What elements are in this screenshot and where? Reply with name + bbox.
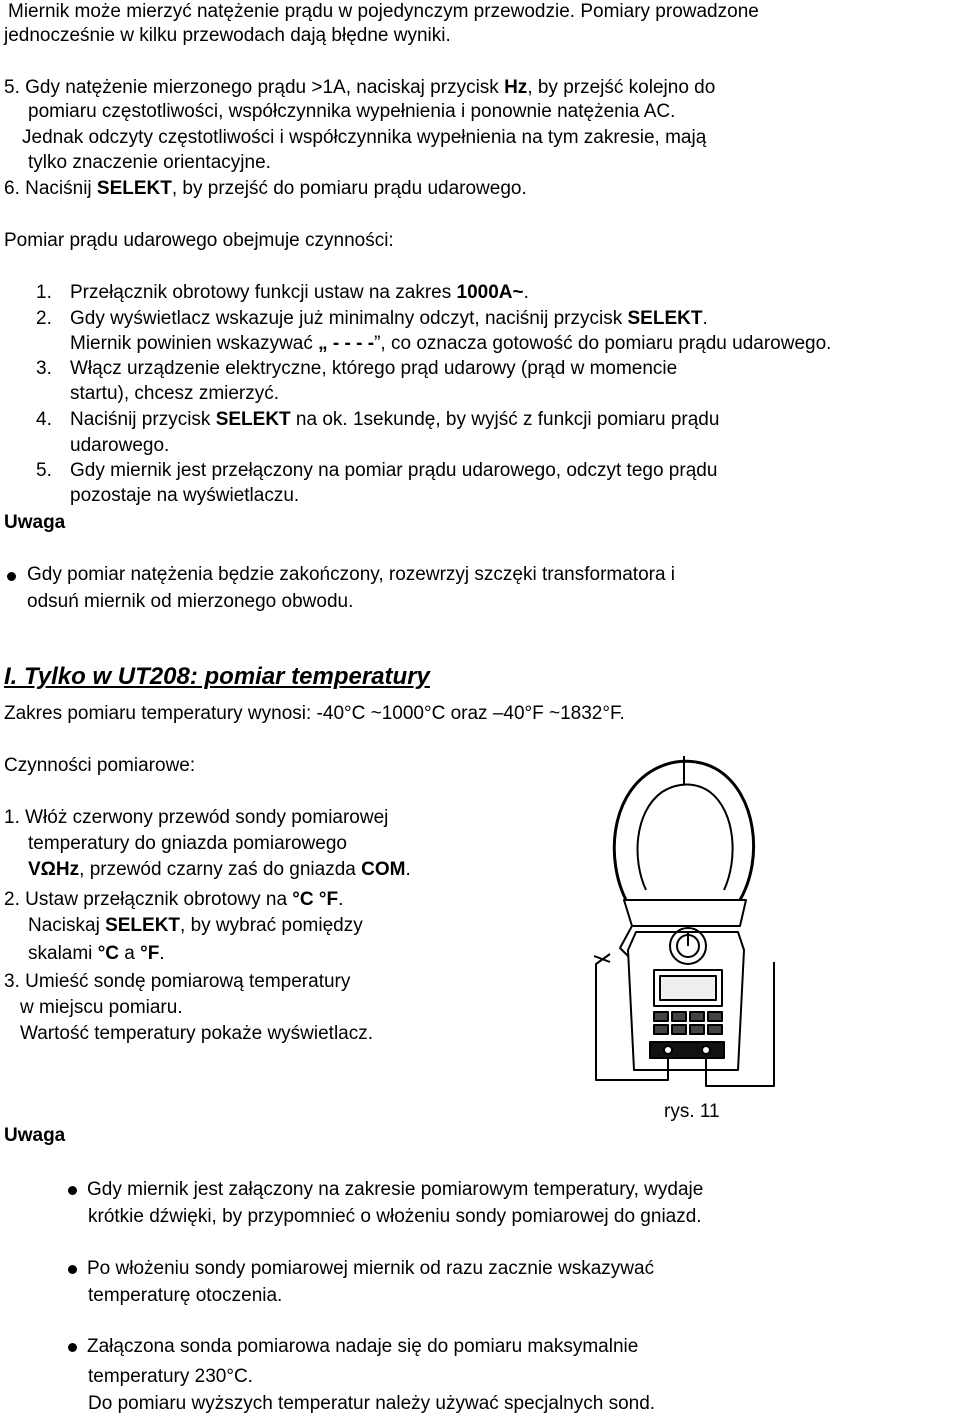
- bullet-dot: [68, 1186, 77, 1195]
- temperature-section-heading: I. Tylko w UT208: pomiar temperatury: [4, 663, 430, 690]
- inrush-step-2-number: 2.: [36, 308, 52, 329]
- temperature-range: Zakres pomiaru temperatury wynosi: -40°C ~1000°C oraz –40°F ~1832°F.: [4, 703, 625, 724]
- inrush-step-3-line-2: startu), chcesz zmierzyć.: [70, 383, 280, 404]
- step-5-line-1: 5. Gdy natężenie mierzonego prądu >1A, naciskaj przycisk Hz, by przejść kolejno do: [4, 77, 716, 98]
- figure-caption: rys. 11: [664, 1101, 720, 1122]
- note-2-bullet-3-line-2: temperatury 230°C.: [88, 1366, 253, 1387]
- note-heading-1: Uwaga: [4, 512, 66, 533]
- inrush-step-1: Przełącznik obrotowy funkcji ustaw na zakres 1000A~.: [70, 282, 529, 303]
- temp-step-2-line-2: Naciskaj SELEKT, by wybrać pomiędzy: [28, 915, 363, 936]
- inrush-step-4-number: 4.: [36, 409, 52, 430]
- note-2-bullet-3-line-3: Do pomiaru wyższych temperatur należy używać specjalnych sond.: [88, 1393, 656, 1414]
- inrush-heading: Pomiar prądu udarowego obejmuje czynności:: [4, 230, 394, 251]
- step-6-line: 6. Naciśnij SELEKT, by przejść do pomiaru prądu udarowego.: [4, 178, 527, 199]
- note-heading-2: Uwaga: [4, 1125, 66, 1146]
- temp-step-2-line-1: 2. Ustaw przełącznik obrotowy na °C °F.: [4, 889, 344, 910]
- temp-step-1-line-3: VΩHz, przewód czarny zaś do gniazda COM.: [28, 859, 411, 880]
- temp-step-3-line-2: w miejscu pomiaru.: [20, 997, 183, 1018]
- bullet-dot: [7, 572, 16, 581]
- inrush-step-4-line-2: udarowego.: [70, 435, 170, 456]
- inrush-step-4-line-1: Naciśnij przycisk SELEKT na ok. 1sekundę, by wyjść z funkcji pomiaru prądu: [70, 409, 720, 430]
- note-2-bullet-1-line-2: krótkie dźwięki, by przypomnieć o włożeniu sondy pomiarowej do gniazd.: [88, 1206, 702, 1227]
- note-2-bullet-1-line-1: Gdy miernik jest załączony na zakresie pomiarowym temperatury, wydaje: [87, 1179, 704, 1200]
- inrush-step-2-line-2: Miernik powinien wskazywać „ - - - -”, co oznacza gotowość do pomiaru prądu udarowego.: [70, 333, 832, 354]
- clamp-meter-illustration: [588, 750, 784, 1090]
- inrush-step-2-line-1: Gdy wyświetlacz wskazuje już minimalny odczyt, naciśnij przycisk SELEKT.: [70, 308, 708, 329]
- temp-step-3-line-3: Wartość temperatury pokaże wyświetlacz.: [20, 1023, 374, 1044]
- temp-step-2-line-3: skalami °C a °F.: [28, 943, 165, 964]
- intro-line-2: jednocześnie w kilku przewodach dają błędne wyniki.: [4, 25, 451, 46]
- temperature-steps-heading: Czynności pomiarowe:: [4, 755, 196, 776]
- intro-line-1: Miernik może mierzyć natężenie prądu w pojedynczym przewodzie. Pomiary prowadzone: [8, 1, 759, 22]
- inrush-step-5-line-1: Gdy miernik jest przełączony na pomiar prądu udarowego, odczyt tego prądu: [70, 460, 718, 481]
- note-2-bullet-3-line-1: Załączona sonda pomiarowa nadaje się do pomiaru maksymalnie: [87, 1336, 639, 1357]
- temp-step-1-line-1: 1. Włóż czerwony przewód sondy pomiarowej: [4, 807, 389, 828]
- step-5-line-4: tylko znaczenie orientacyjne.: [28, 152, 271, 173]
- inrush-step-5-number: 5.: [36, 460, 52, 481]
- step-5-line-3: Jednak odczyty częstotliwości i współczynnika wypełnienia na tym zakresie, mają: [22, 127, 707, 148]
- inrush-step-5-line-2: pozostaje na wyświetlaczu.: [70, 485, 300, 506]
- note-1-line-2: odsuń miernik od mierzonego obwodu.: [27, 591, 354, 612]
- inrush-step-1-number: 1.: [36, 282, 52, 303]
- bullet-dot: [68, 1265, 77, 1274]
- inrush-step-3-number: 3.: [36, 358, 52, 379]
- temp-step-3-line-1: 3. Umieść sondę pomiarową temperatury: [4, 971, 351, 992]
- step-5-line-2: pomiaru częstotliwości, współczynnika wypełnienia i ponownie natężenia AC.: [28, 101, 676, 122]
- note-2-bullet-2-line-2: temperaturę otoczenia.: [88, 1285, 283, 1306]
- note-2-bullet-2-line-1: Po włożeniu sondy pomiarowej miernik od razu zacznie wskazywać: [87, 1258, 655, 1279]
- note-1-line-1: Gdy pomiar natężenia będzie zakończony, rozewrzyj szczęki transformatora i: [27, 564, 676, 585]
- inrush-step-3-line-1: Włącz urządzenie elektryczne, którego prąd udarowy (prąd w momencie: [70, 358, 678, 379]
- bullet-dot: [68, 1343, 77, 1352]
- hz-key-label: Hz: [504, 77, 528, 98]
- temp-step-1-line-2: temperatury do gniazda pomiarowego: [28, 833, 347, 854]
